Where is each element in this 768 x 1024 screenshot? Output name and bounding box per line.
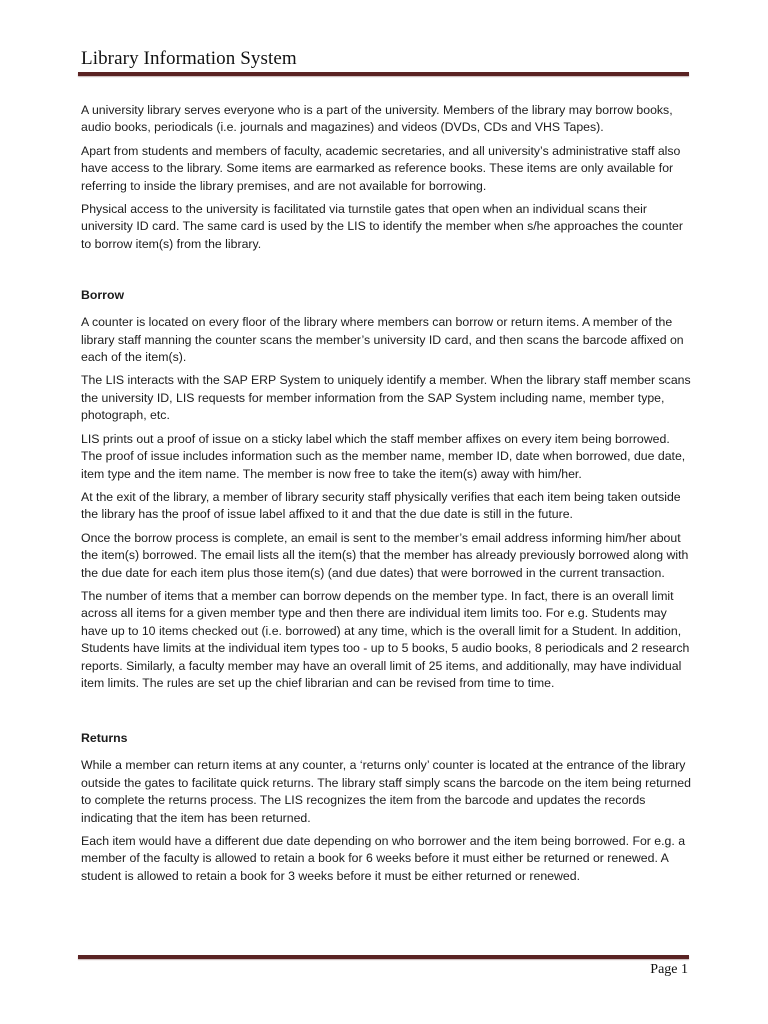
section-heading-returns: Returns — [81, 731, 128, 746]
section-heading-borrow: Borrow — [81, 288, 125, 303]
intro-section — [81, 102, 691, 253]
paragraph: Apart from students and members of faculty, academic secretaries, and all university’s administrative staff also have access to the library. Some items are earmarked as reference books. These items are only available for referring to inside the library premises, and are not available for borrowing. — [81, 143, 681, 193]
paragraph: A university library serves everyone who is a part of the university. Members of the library may borrow books, audio books, periodicals (i.e. journals and magazines) and videos (DVDs, CDs and VHS Tapes). — [81, 103, 673, 135]
paragraph: The number of items that a member can borrow depends on the member type. In fact, there is an overall limit across all items for a given member type and then there are individual item limits too. For e.g. Students may have up to 10 items checked out (i.e. borrowed) at any time, which is the overall limit for a Student. In addition, Students have limits at the individual item types too - up to 5 books, 5 audio books, 8 periodicals and 2 research reports. Similarly, a faculty member may have an overall limit of 25 items, and additionally, may have individual item limits. The rules are set up the chief librarian and can be revised from time to time. — [81, 588, 690, 690]
paragraph: While a member can return items at any counter, a ‘returns only’ counter is located at the entrance of the library outside the gates to facilitate quick returns. The library staff simply scans the barcode on the item being returned to complete the returns process. The LIS recognizes the item from the barcode and updates the records indicating that the item has been returned. — [81, 758, 691, 825]
document-body — [81, 102, 691, 891]
borrow-section — [81, 287, 691, 692]
paragraph: Once the borrow process is complete, an email is sent to the member’s email address informing him/her about the item(s) borrowed. The email lists all the item(s) that the member has already previously borrowed along with the due date for each item plus those item(s) (and due dates) that were borrowed in the current transaction. — [81, 530, 689, 580]
footer-rule — [78, 955, 689, 959]
paragraph: LIS prints out a proof of issue on a sticky label which the staff member affixes on every item being borrowed. The proof of issue includes information such as the member name, member ID, date when borrowed, due date, item type and the item name. The member is now free to take the item(s) away with him/her. — [81, 431, 686, 481]
paragraph: Each item would have a different due date depending on who borrower and the item being borrowed. For e.g. a member of the faculty is allowed to retain a book for 6 weeks before it must either be returned or renewed. A student is allowed to retain a book for 3 weeks before it must be either returned or renewed. — [81, 834, 686, 883]
page-number: Page 1 — [650, 962, 688, 977]
paragraph: At the exit of the library, a member of library security staff physically verifies that each item being taken outside the library has the proof of issue label affixed to it and that the due date is still in the future. — [81, 489, 681, 522]
paragraph: The LIS interacts with the SAP ERP System to uniquely identify a member. When the library staff member scans the university ID, LIS requests for member information from the SAP System including name, member type, photograph, etc. — [81, 373, 691, 423]
page-title: Library Information System — [81, 48, 297, 69]
paragraph: A counter is located on every floor of the library where members can borrow or return items. A member of the library staff manning the counter scans the member’s university ID card, and then scans the barcode affixed on each of the item(s). — [81, 315, 684, 365]
paragraph: Physical access to the university is facilitated via turnstile gates that open when an individual scans their university ID card. The same card is used by the LIS to identify the member when s/he approaches the counter to borrow item(s) from the library. — [81, 202, 683, 251]
returns-section — [81, 730, 691, 885]
header-rule — [78, 72, 689, 76]
